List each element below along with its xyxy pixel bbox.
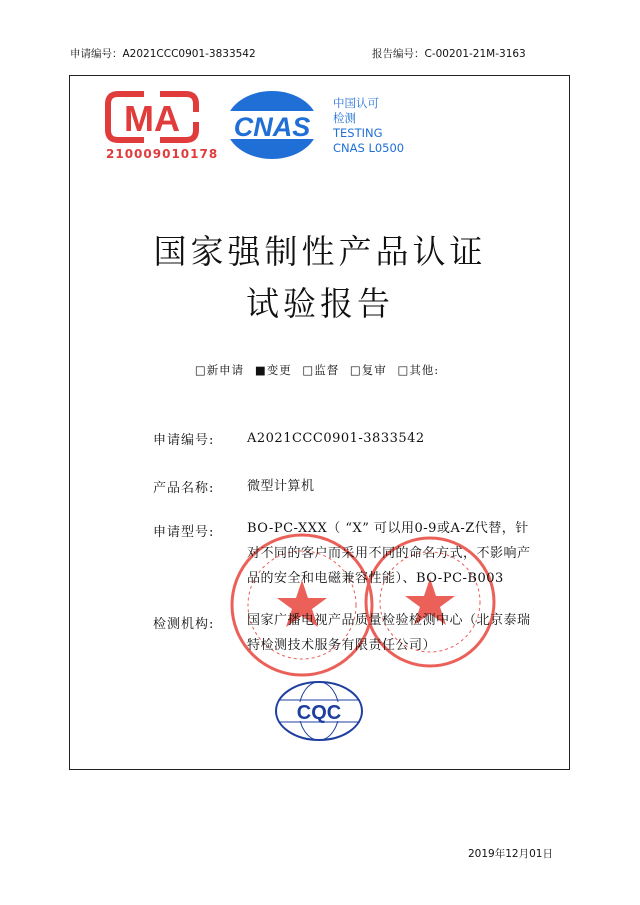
header-application-no: 申请编号：A2021CCC0901-3833542: [70, 48, 256, 60]
cnas-line: CNAS L0500: [333, 141, 405, 155]
report-type-supervision[interactable]: □监督: [302, 363, 340, 377]
report-type-options: [0, 362, 640, 378]
checkbox-icon: □: [349, 363, 362, 377]
field-label-lab: 检测机构:: [153, 617, 215, 632]
cma-logo-text: MA: [124, 98, 180, 139]
title-line-1: 国家强制性产品认证: [153, 232, 487, 271]
field-value-lab: 国家广播电视产品质量检验检测中心（北京泰瑞特检测技术服务有限责任公司）: [247, 613, 531, 653]
title-line-2: 试验报告: [246, 284, 394, 323]
report-type-change[interactable]: ■变更: [254, 363, 292, 377]
cqc-logo-text: CQC: [296, 702, 342, 724]
checkbox-icon: □: [397, 363, 410, 377]
field-value-model: BO-PC-XXX（ “X” 可以用0-9或A-Z代替，针对不同的客户而采用不同的命名方式，不影响产品的安全和电磁兼容性能）、BO-PC-B003: [247, 521, 531, 586]
field-value-product-name: 微型计算机: [247, 479, 315, 494]
checkbox-icon: □: [194, 363, 207, 377]
cma-number: 210009010178: [106, 147, 219, 161]
header-report-no: 报告编号：C-00201-21M-3163: [372, 48, 526, 60]
cnas-line: 检测: [333, 111, 356, 125]
cma-logo: [104, 88, 200, 146]
field-value-application-no: A2021CCC0901-3833542: [247, 431, 425, 446]
cnas-info: [333, 96, 404, 156]
field-label-application-no: 申请编号:: [153, 433, 215, 448]
checkbox-checked-icon: ■: [254, 363, 267, 377]
field-label-model: 申请型号:: [153, 525, 215, 540]
cqc-logo: [274, 680, 364, 742]
report-date: 2019年12月01日: [468, 848, 553, 860]
report-type-review[interactable]: □复审: [349, 363, 387, 377]
field-label-product-name: 产品名称:: [153, 481, 215, 496]
cnas-line: 中国认可: [333, 96, 379, 110]
cnas-logo: [222, 89, 322, 161]
report-type-other[interactable]: □其他:: [397, 363, 440, 377]
cnas-logo-text: CNAS: [233, 112, 311, 142]
report-type-new[interactable]: □新申请: [194, 363, 245, 377]
cnas-line: TESTING: [333, 126, 383, 140]
checkbox-icon: □: [302, 363, 315, 377]
